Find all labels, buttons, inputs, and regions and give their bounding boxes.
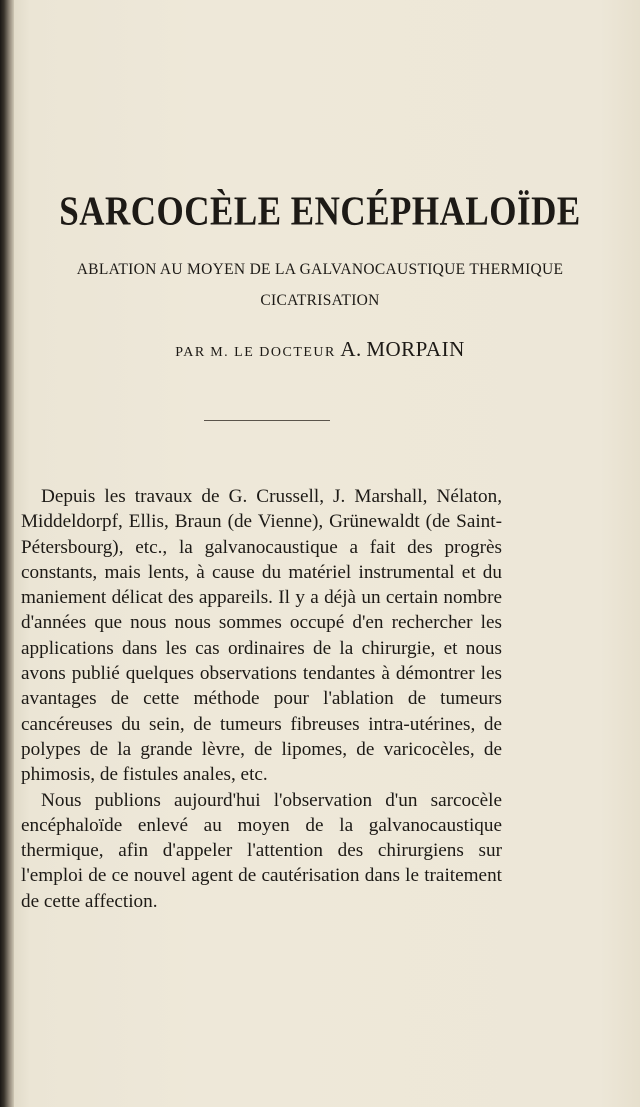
subtitle-line-1: ABLATION AU MOYEN DE LA GALVANOCAUSTIQUE THERMIQUE — [76, 261, 564, 278]
book-binding-edge — [0, 0, 14, 1107]
author-name: MORPAIN — [366, 337, 465, 361]
author-prefix: PAR — [175, 345, 206, 360]
author-line — [0, 337, 640, 362]
page-title: SARCOCÈLE ENCÉPHALOÏDE — [59, 188, 581, 235]
author-initial: A. — [340, 337, 362, 361]
author-title: M. LE DOCTEUR — [210, 345, 336, 360]
paragraph-2: Nous publions aujourd'hui l'observation d'un sarcocèle encéphaloïde enlevé au moyen de la galvanocaustique thermique, afin d'appeler l'attention des chirurgiens sur l'emploi de ce nouvel agent de cautérisation dans le traitement de cette affection. — [21, 789, 502, 912]
paragraph-1: Depuis les travaux de G. Crussell, J. Marshall, Nélaton, Middeldorpf, Ellis, Braun (de Vienne), Grünewaldt (de Saint-Pétersbourg), etc., la galvanocaustique a fait des progrès constants, mais lents, à cause du matériel instrumental et du maniement délicat des appareils. Il y a déjà un certain nombre d'années que nous nous sommes occupé d'en rechercher les applications dans les cas ordinaires de la chirurgie, et nous avons publié quelques observations tendantes à démontrer les avantages de cette méthode pour l'ablation de tumeurs cancéreuses du sein, de tumeurs fibreuses intra-utérines, de polypes de la grande lèvre, de lipomes, de varicocèles, de phimosis, de fistules anales, etc. — [21, 486, 502, 786]
subtitle-line-2: CICATRISATION — [260, 292, 380, 309]
divider-rule — [204, 420, 330, 421]
body-text — [21, 484, 502, 914]
